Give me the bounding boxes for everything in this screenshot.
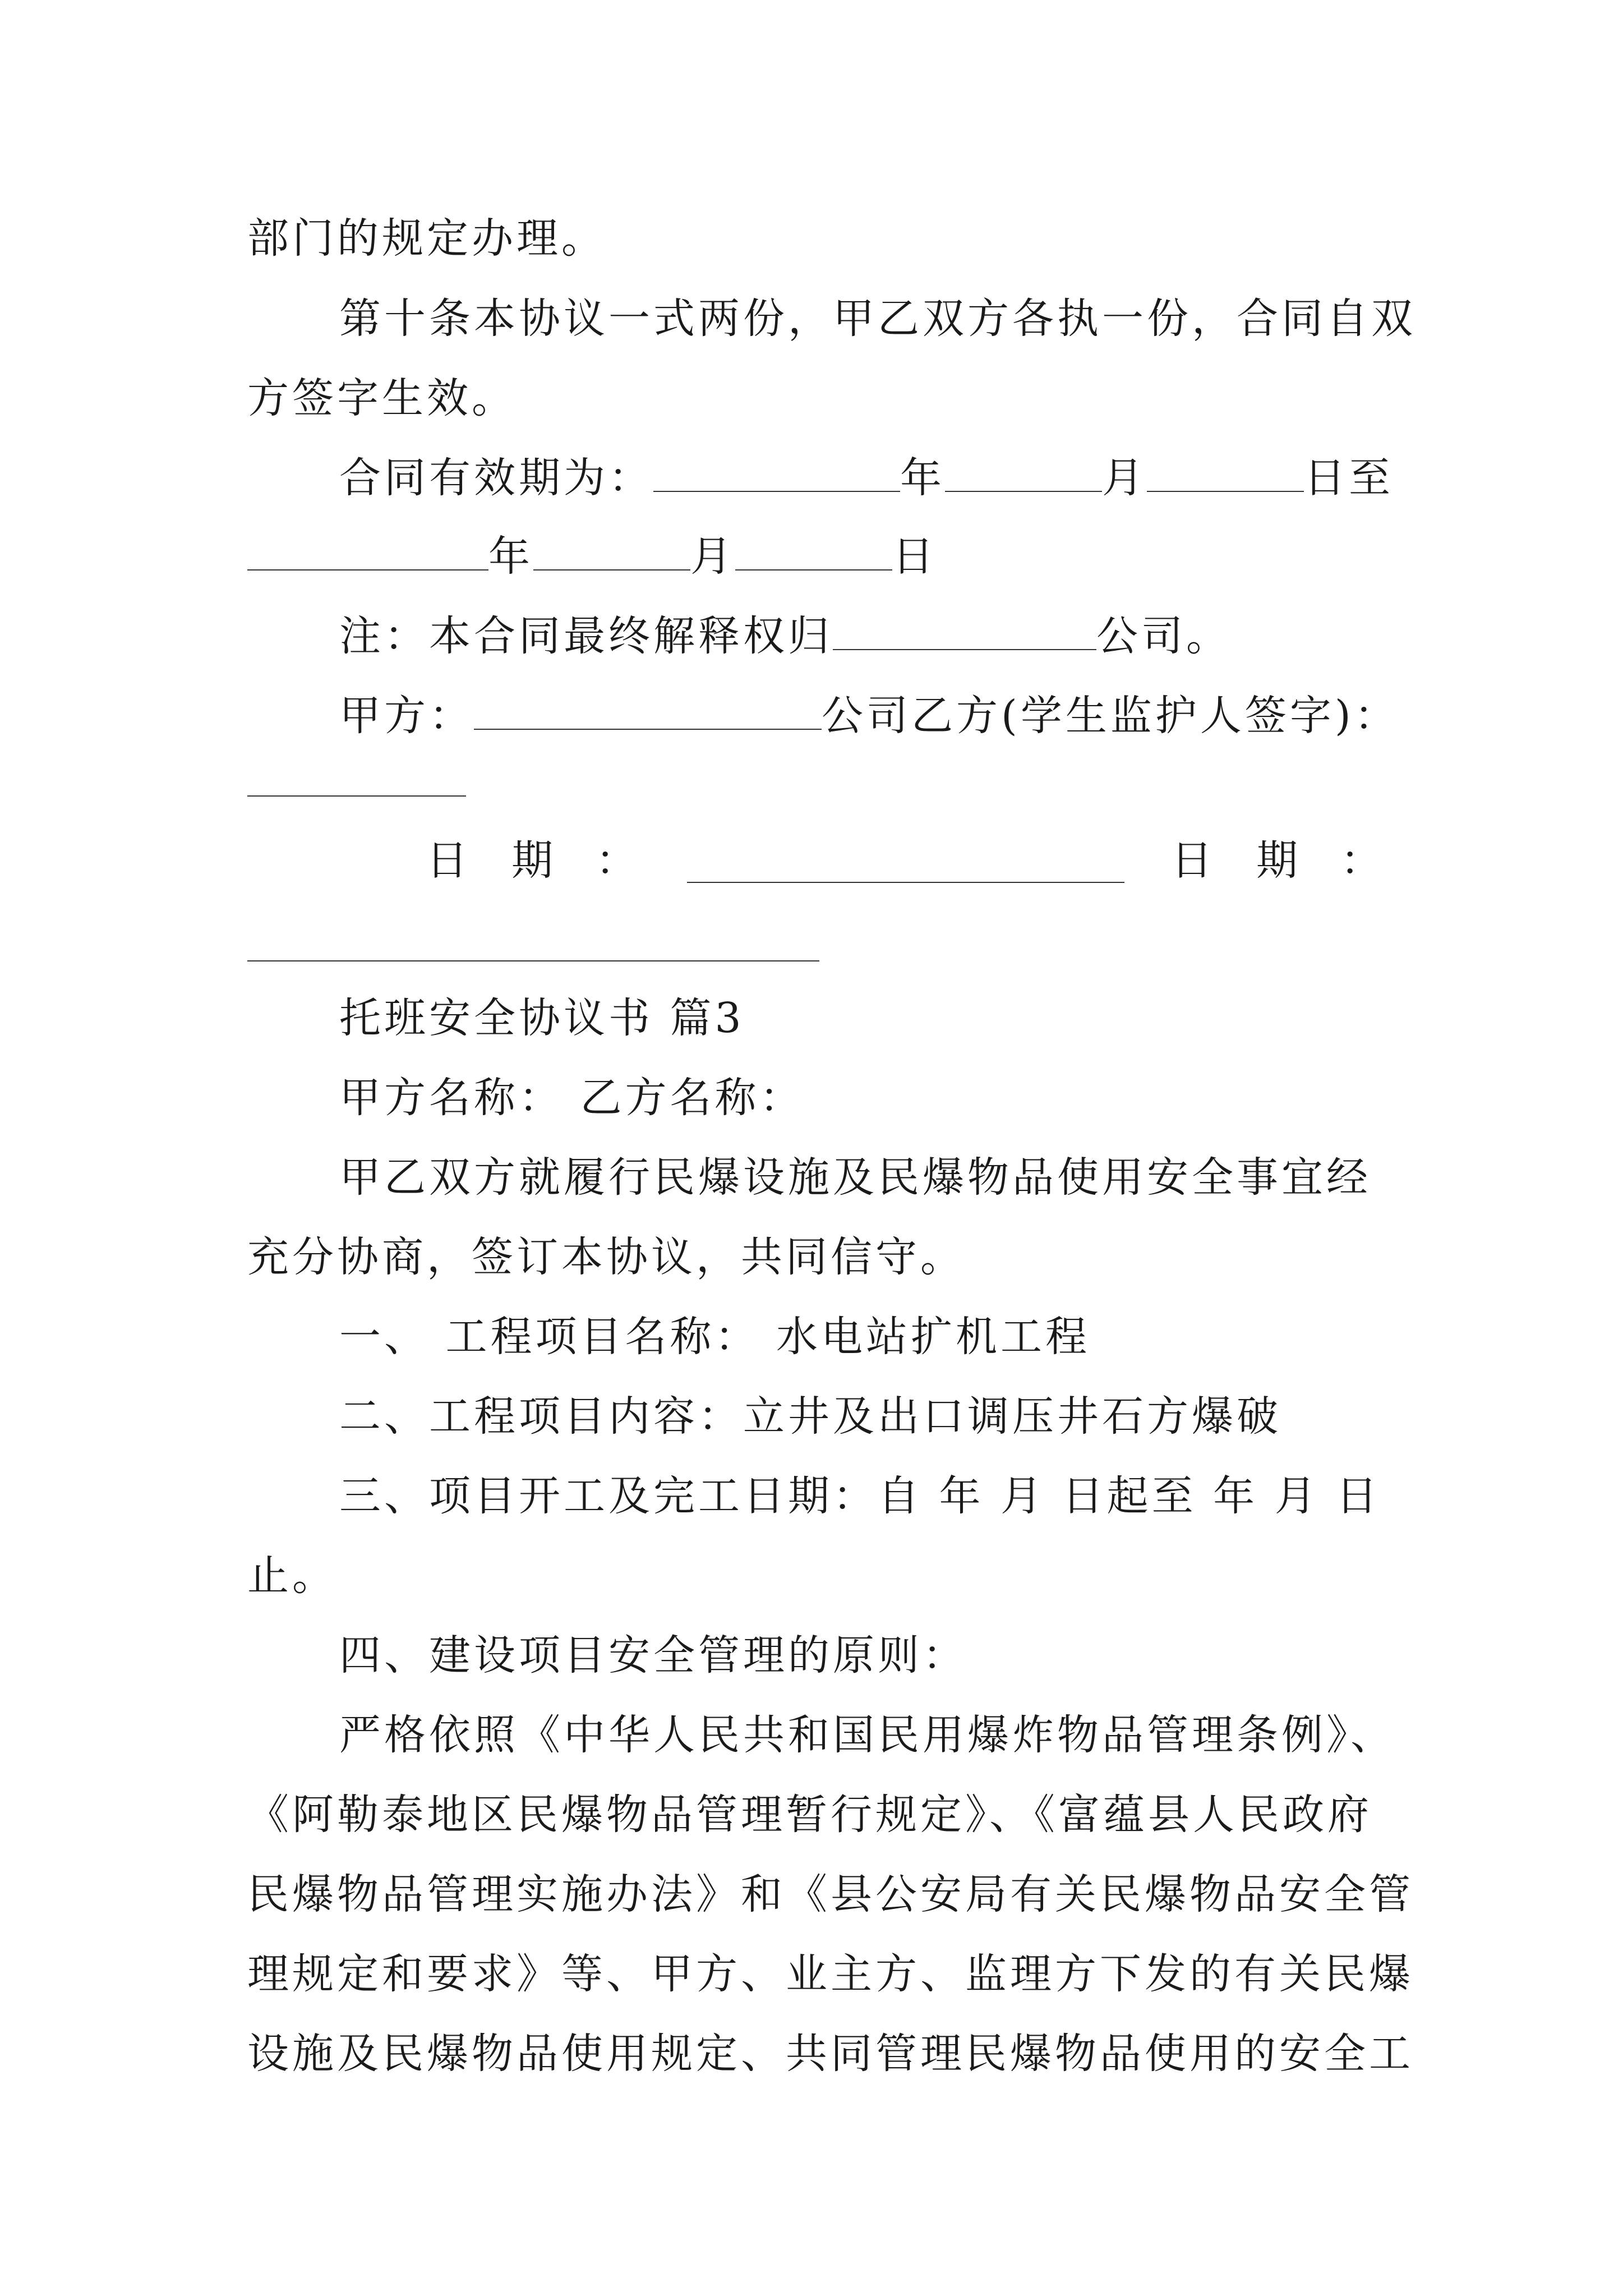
text-line: 一、 工程项目名称： 水电站扩机工程 bbox=[339, 1313, 1091, 1361]
text-line: 二、工程项目内容：立井及出口调压井石方爆破 bbox=[339, 1392, 1281, 1441]
text-line: 方签字生效。 bbox=[247, 374, 517, 422]
text-line: 四、建设项目安全管理的原则： bbox=[339, 1631, 967, 1680]
month-label: 月 bbox=[690, 532, 735, 581]
validity-line bbox=[339, 447, 1394, 509]
until-label: 日至 bbox=[1304, 454, 1394, 502]
day-blank bbox=[735, 535, 892, 570]
text-line: 充分协商，签订本协议，共同信守。 bbox=[247, 1233, 965, 1281]
year-blank bbox=[653, 456, 900, 492]
note-label: 注：本合同最终解释权归 bbox=[339, 612, 833, 660]
date-colon: ： bbox=[596, 836, 637, 885]
text-line: 甲乙双方就履行民爆设施及民爆物品使用安全事宜经 bbox=[339, 1153, 1371, 1202]
date-char: 期 bbox=[511, 836, 553, 885]
text-line: 理规定和要求》等、甲方、业主方、监理方下发的有关民爆 bbox=[247, 1950, 1414, 1998]
note-line bbox=[339, 605, 1386, 667]
text-line: 三、项目开工及完工日期：自 年 月 日起至 年 月 日 bbox=[339, 1472, 1381, 1520]
text-line: 民爆物品管理实施办法》和《县公安局有关民爆物品安全管 bbox=[247, 1870, 1414, 1918]
text-line: 止。 bbox=[247, 1552, 337, 1600]
company-suffix: 公司。 bbox=[1096, 612, 1231, 660]
day-blank bbox=[1147, 456, 1304, 492]
validity-label: 合同有效期为： bbox=[339, 454, 653, 502]
text-line: 《阿勒泰地区民爆物品管理暂行规定》、《富蕴县人民政府 bbox=[247, 1791, 1372, 1839]
date-blank bbox=[247, 960, 819, 961]
text-line: 第十条本协议一式两份，甲乙双方各执一份，合同自双 bbox=[339, 295, 1416, 343]
date-char: 期 bbox=[1256, 836, 1298, 885]
party-a-label: 甲方： bbox=[339, 692, 474, 740]
month-blank bbox=[945, 456, 1102, 492]
company-blank bbox=[833, 614, 1096, 650]
section-title: 托班安全协议书 篇3 bbox=[339, 994, 745, 1042]
text-line: 设施及民爆物品使用规定、共同管理民爆物品使用的安全工 bbox=[247, 2030, 1414, 2078]
year-blank bbox=[247, 535, 488, 570]
party-line bbox=[339, 685, 1399, 747]
validity-end-line bbox=[247, 526, 1386, 587]
date-char: 日 bbox=[426, 836, 468, 885]
party-a-blank bbox=[474, 694, 822, 730]
date-char: 日 bbox=[1171, 836, 1212, 885]
year-label: 年 bbox=[488, 532, 533, 581]
year-label: 年 bbox=[900, 454, 945, 502]
text-line: 严格依照《中华人民共和国民用爆炸物品管理条例》、 bbox=[339, 1711, 1395, 1759]
text-line: 部门的规定办理。 bbox=[247, 214, 606, 263]
day-label: 日 bbox=[892, 532, 937, 581]
month-label: 月 bbox=[1102, 454, 1147, 502]
text-line: 甲方名称： 乙方名称： bbox=[339, 1074, 805, 1122]
party-b-label: 公司乙方(学生监护人签字)： bbox=[822, 692, 1399, 740]
month-blank bbox=[533, 535, 690, 570]
date-colon: ： bbox=[1340, 836, 1382, 885]
date-blank bbox=[687, 882, 1124, 883]
signature-rule bbox=[247, 795, 466, 797]
